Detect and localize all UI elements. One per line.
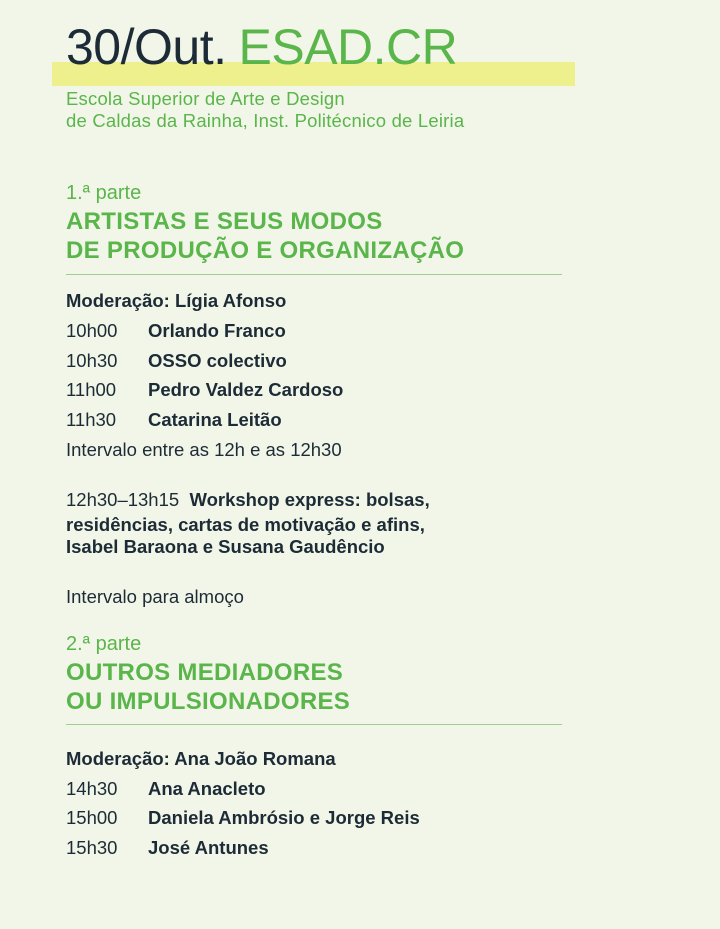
subtitle-line-2: de Caldas da Rainha, Inst. Politécnico de Leiria [66, 110, 465, 131]
break-note: Intervalo entre as 12h e as 12h30 [66, 439, 342, 460]
workshop-time: 12h30–13h15 [66, 489, 180, 510]
workshop-line-1 [66, 489, 430, 511]
schedule-speaker: José Antunes [148, 837, 269, 858]
event-date: 30/Out. [66, 19, 227, 75]
part-1-title [66, 207, 464, 265]
schedule-time: 10h30 [66, 350, 118, 371]
schedule-row [66, 350, 287, 372]
school-name: ESAD.CR [238, 19, 458, 75]
schedule-row [66, 778, 266, 800]
schedule-speaker: Orlando Franco [148, 320, 286, 341]
schedule-row [66, 807, 420, 829]
part-1-divider [66, 274, 562, 275]
part-2-divider [66, 724, 562, 725]
schedule-time: 14h30 [66, 778, 118, 799]
lunch-note: Intervalo para almoço [66, 586, 244, 607]
part-2-title-line-1: OUTROS MEDIADORES [66, 659, 344, 686]
part-2-title-line-2: OU IMPULSIONADORES [66, 688, 351, 715]
schedule-row [66, 409, 282, 431]
workshop-line-3: Isabel Baraona e Susana Gaudêncio [66, 536, 385, 557]
schedule-row [66, 837, 269, 859]
schedule-speaker: Catarina Leitão [148, 409, 282, 430]
schedule-time: 10h00 [66, 320, 118, 341]
schedule-speaker: Daniela Ambrósio e Jorge Reis [148, 807, 420, 828]
header [66, 19, 666, 92]
part-1-title-line-1: ARTISTAS E SEUS MODOS [66, 208, 383, 235]
schedule-time: 15h30 [66, 837, 118, 858]
schedule-speaker: Pedro Valdez Cardoso [148, 379, 344, 400]
part-1-label: 1.ª parte [66, 182, 142, 204]
title [66, 19, 458, 75]
part-1-heading [66, 181, 464, 265]
schedule-time: 11h00 [66, 379, 117, 400]
schedule-speaker: Ana Anacleto [148, 778, 266, 799]
schedule-speaker: OSSO colectivo [148, 350, 287, 371]
subtitle-line-1: Escola Superior de Arte e Design [66, 88, 345, 109]
part-2-moderation: Moderação: Ana João Romana [66, 748, 336, 769]
schedule-row [66, 379, 343, 401]
part-1-title-line-2: DE PRODUÇÃO E ORGANIZAÇÃO [66, 237, 465, 264]
part-2-heading [66, 632, 350, 716]
schedule-time: 11h30 [66, 409, 117, 430]
part-1-moderation: Moderação: Lígia Afonso [66, 290, 287, 311]
schedule-row [66, 320, 286, 342]
workshop-line-2: residências, cartas de motivação e afins, [66, 514, 425, 535]
part-2-title [66, 658, 350, 716]
schedule-time: 15h00 [66, 807, 118, 828]
school-subtitle [66, 88, 464, 132]
part-2-label: 2.ª parte [66, 633, 142, 655]
workshop-title: Workshop express: bolsas, [189, 489, 430, 510]
